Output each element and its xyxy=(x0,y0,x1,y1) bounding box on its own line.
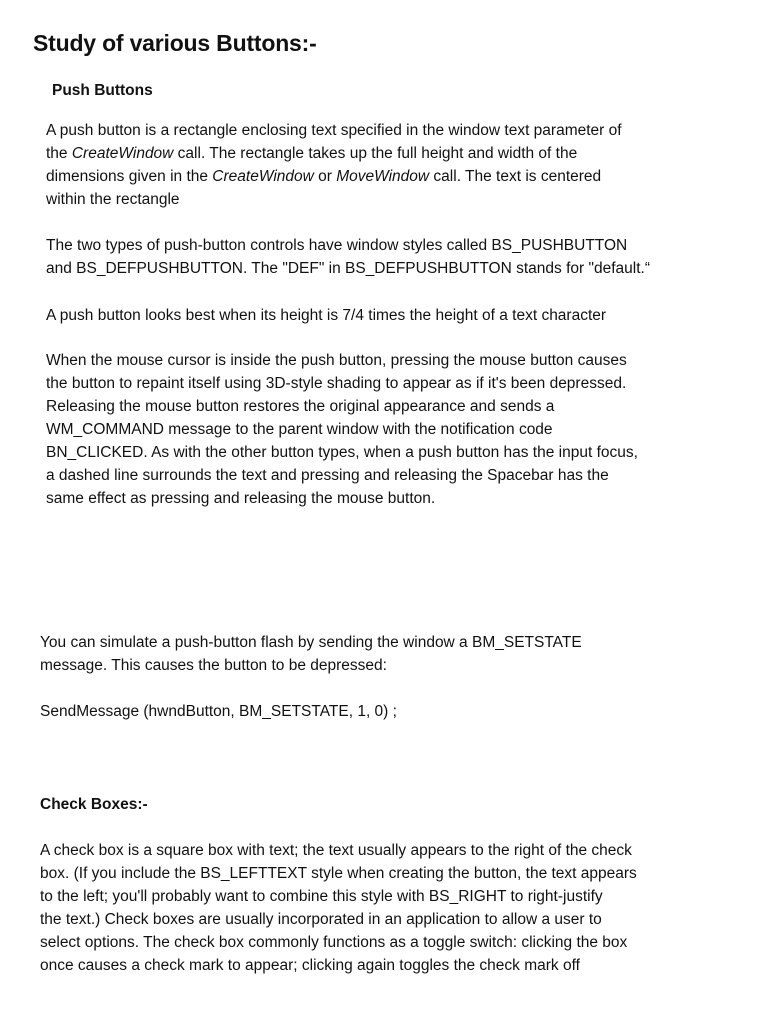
page-title: Study of various Buttons:- xyxy=(33,30,317,56)
text-run: or xyxy=(313,168,337,185)
text-line: WM_COMMAND message to the parent window with the notification code xyxy=(46,421,553,438)
text-line: A push button looks best when its height is 7/4 times the height of a text character xyxy=(46,307,607,324)
italic-term-movewindow: MoveWindow xyxy=(336,168,430,185)
text-line: the button to repaint itself using 3D-style shading to appear as if it's been depressed. xyxy=(46,375,627,392)
italic-term-createwindow: CreateWindow xyxy=(71,145,174,162)
paragraph-push-button-height xyxy=(46,304,746,327)
section-heading-check-boxes: Check Boxes:- xyxy=(40,796,148,813)
text-line: Releasing the mouse button restores the original appearance and sends a xyxy=(46,398,555,415)
text-line xyxy=(46,165,746,188)
paragraph-push-button-styles xyxy=(46,234,746,280)
text-line: the text.) Check boxes are usually incorporated in an application to allow a user to xyxy=(40,911,602,928)
text-line: A push button is a rectangle enclosing text specified in the window text parameter of xyxy=(46,122,622,139)
text-line: When the mouse cursor is inside the push button, pressing the mouse button causes xyxy=(46,352,627,369)
text-line: a dashed line surrounds the text and pressing and releasing the Spacebar has the xyxy=(46,467,609,484)
text-run: dimensions given in the xyxy=(46,168,213,185)
text-line: select options. The check box commonly functions as a toggle switch: clicking the box xyxy=(40,934,628,951)
section-heading-push-buttons: Push Buttons xyxy=(52,82,153,99)
text-line: The two types of push-button controls have window styles called BS_PUSHBUTTON xyxy=(46,237,628,254)
text-line: message. This causes the button to be depressed: xyxy=(40,657,387,674)
text-line: to the left; you'll probably want to combine this style with BS_RIGHT to right-justify xyxy=(40,888,603,905)
text-run: call. The text is centered xyxy=(429,168,602,185)
text-line: once causes a check mark to appear; clicking again toggles the check mark off xyxy=(40,957,580,974)
paragraph-push-button-behavior xyxy=(46,349,746,510)
text-line: A check box is a square box with text; the text usually appears to the right of the check xyxy=(40,842,632,859)
text-line xyxy=(46,142,746,165)
text-line: within the rectangle xyxy=(46,191,180,208)
text-line: same effect as pressing and releasing the mouse button. xyxy=(46,490,436,507)
text-run: call. The rectangle takes up the full height and width of the xyxy=(173,145,578,162)
text-line: box. (If you include the BS_LEFTTEXT style when creating the button, the text appears xyxy=(40,865,637,882)
text-line: and BS_DEFPUSHBUTTON. The "DEF" in BS_DEFPUSHBUTTON stands for "default.“ xyxy=(46,260,650,277)
text-run: the xyxy=(46,145,72,162)
italic-term-createwindow: CreateWindow xyxy=(212,168,314,185)
text-line: SendMessage (hwndButton, BM_SETSTATE, 1, 0) ; xyxy=(40,703,397,720)
paragraph-check-box-definition xyxy=(40,839,750,977)
code-sendmessage xyxy=(40,700,740,723)
text-line: BN_CLICKED. As with the other button types, when a push button has the input focus, xyxy=(46,444,638,461)
paragraph-push-button-definition xyxy=(46,119,746,211)
paragraph-push-button-flash xyxy=(40,631,740,677)
text-line: You can simulate a push-button flash by sending the window a BM_SETSTATE xyxy=(40,634,582,651)
